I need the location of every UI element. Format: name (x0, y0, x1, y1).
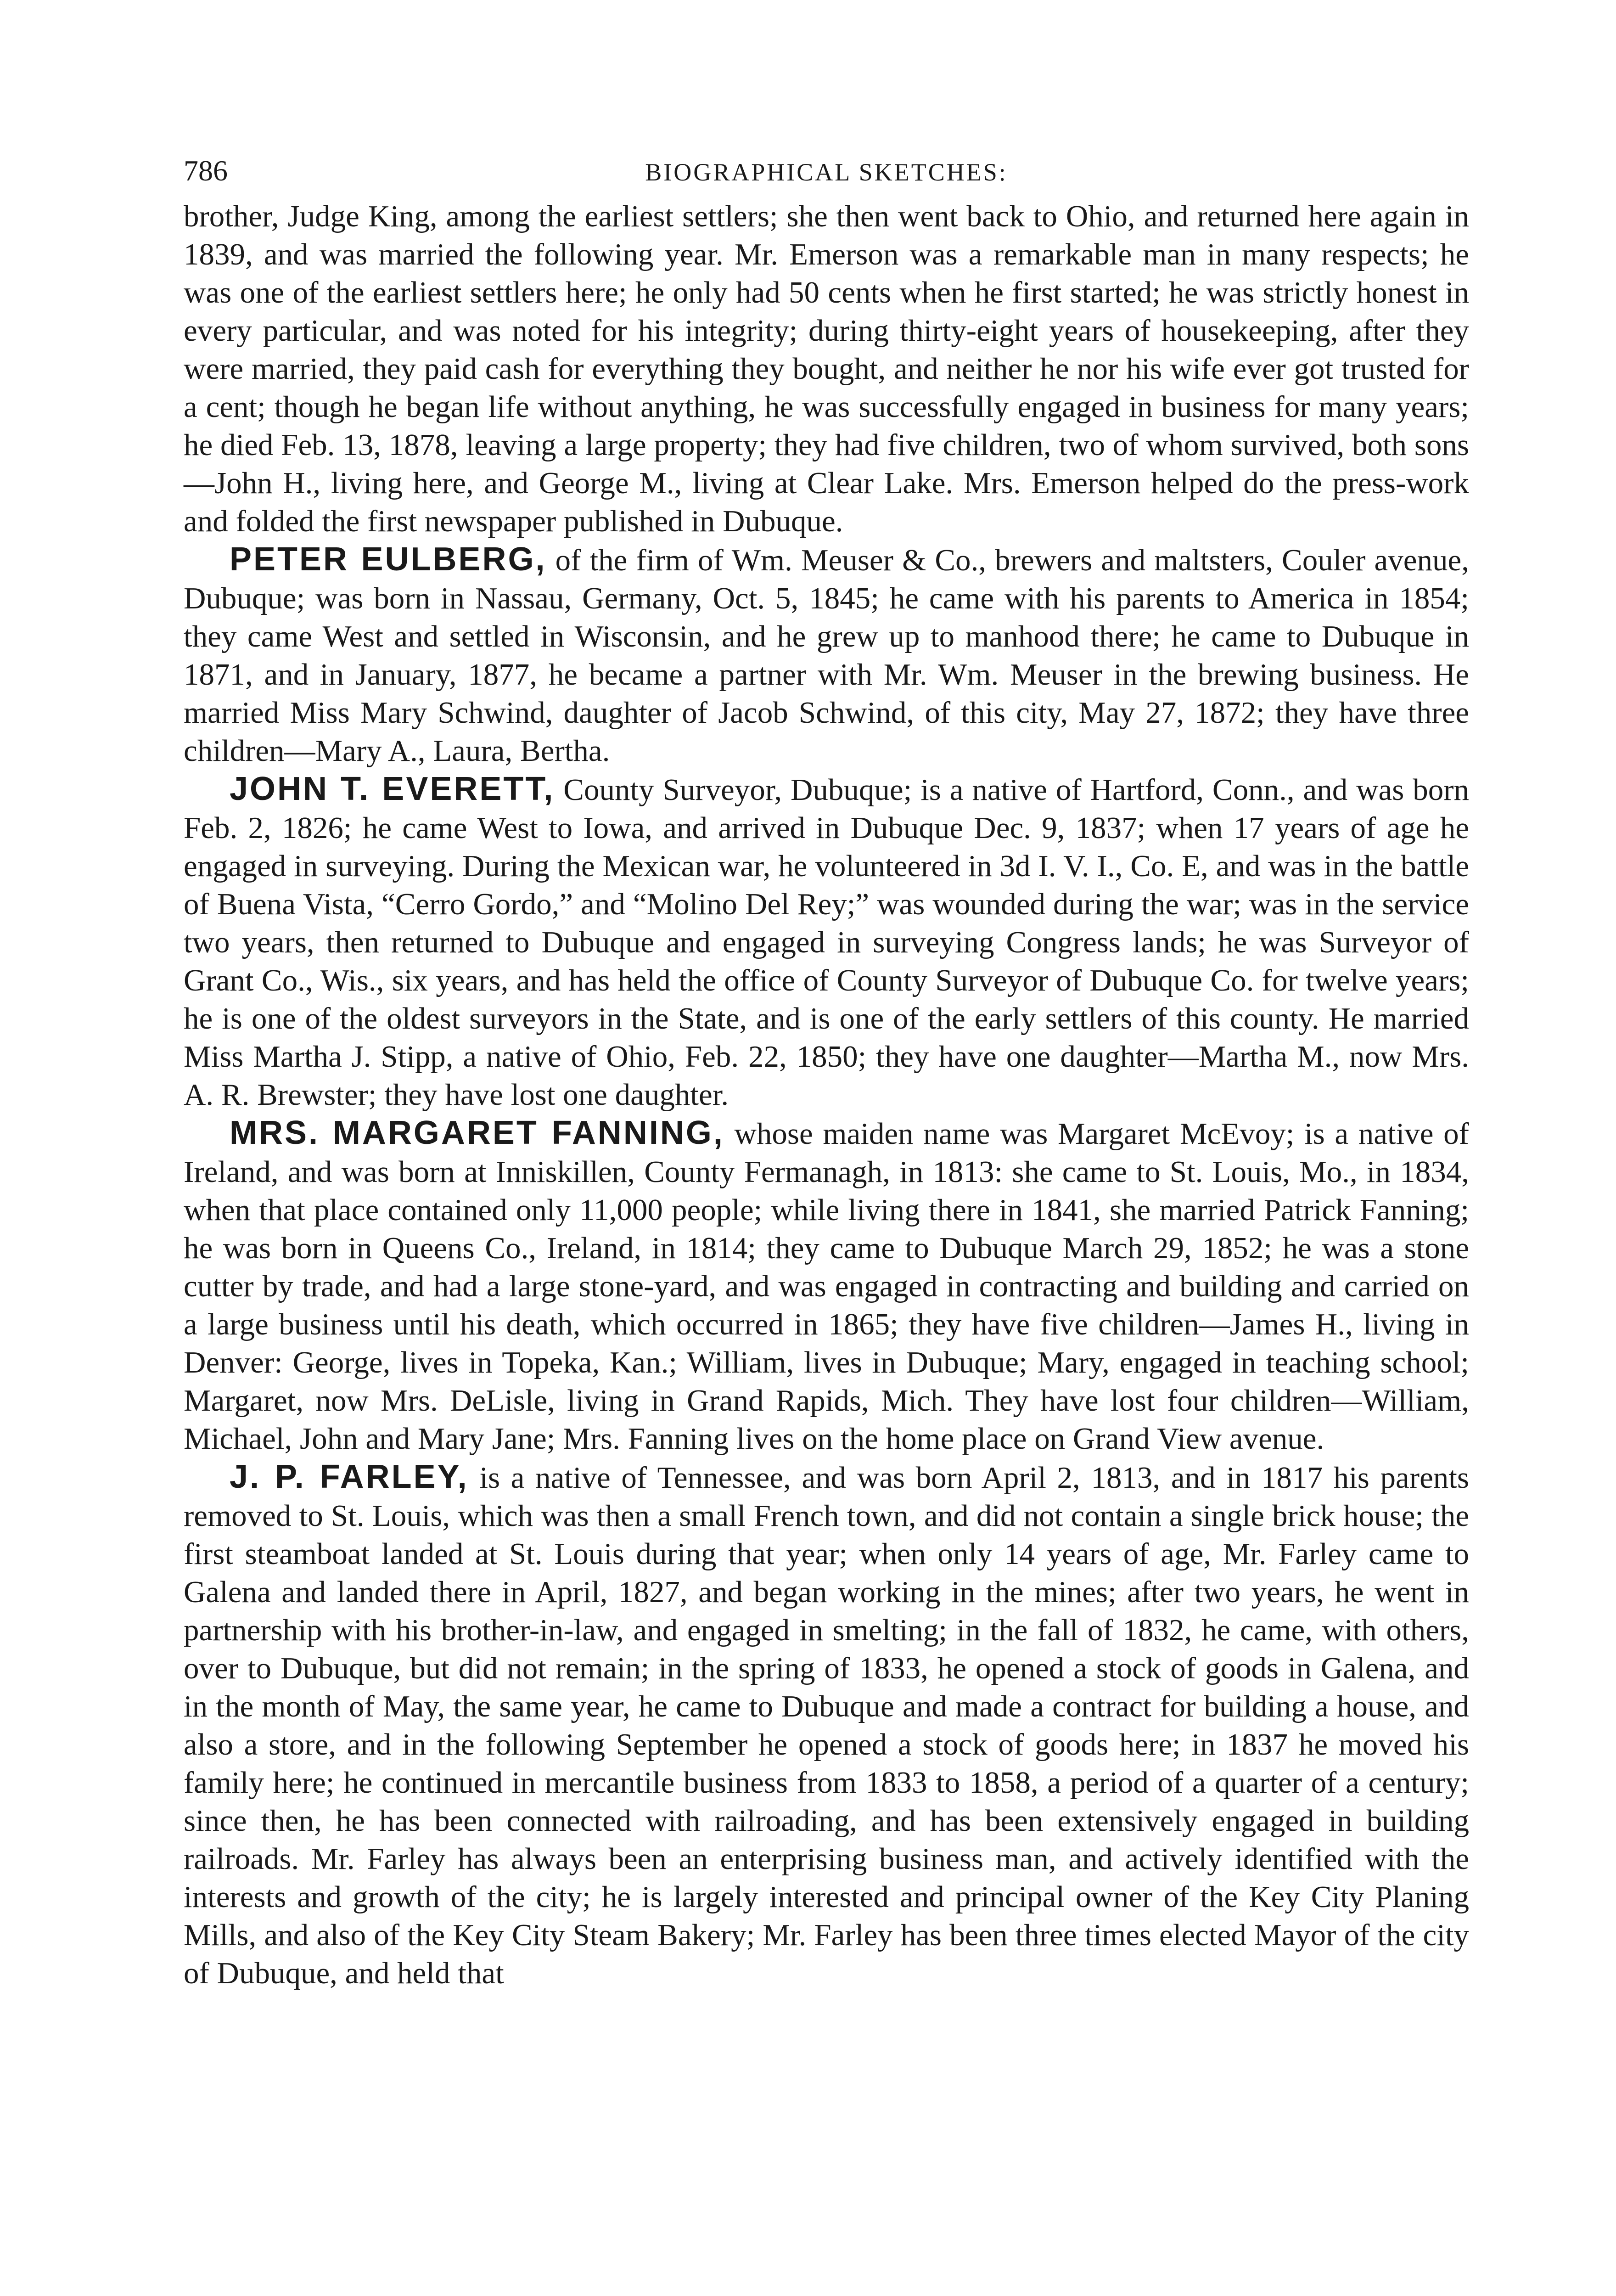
biography-name: JOHN T. EVERETT, (230, 771, 555, 807)
continuation-paragraph: brother, Judge King, among the earliest settlers; she then went back to Ohio, and returned here again in 1839, and was married the following year. Mr. Emerson was a remarkable man in many respects; he was one of the earliest settlers here; he only had 50 cents when he first started; he was strictly honest in every particular, and was noted for his integrity; during thirty-eight years of housekeeping, after they were married, they paid cash for everything they bought, and neither he nor his wife ever got trusted for a cent; though he began life without anything, he was successfully engaged in business for many years; he died Feb. 13, 1878, leaving a large property; they had five children, two of whom survived, both sons—John H., living here, and George M., living at Clear Lake. Mrs. Emerson helped do the press-work and folded the first newspaper published in Dubuque. (184, 199, 1469, 538)
biography-text: County Surveyor, Dubuque; is a native of Hartford, Conn., and was born Feb. 2, 1826; he came West to Iowa, and arrived in Dubuque Dec. 9, 1837; when 17 years of age he engaged in surveying. During the Mexican war, he volunteered in 3d I. V. I., Co. E, and was in the battle of Buena Vista, “Cerro Gordo,” and “Molino Del Rey;” was wounded during the war; was in the service two years, then returned to Dubuque and engaged in surveying Congress lands; he was Surveyor of Grant Co., Wis., six years, and has held the office of County Surveyor of Dubuque Co. for twelve years; he is one of the oldest surveyors in the State, and is one of the early settlers of this county. He married Miss Martha J. Stipp, a native of Ohio, Feb. 22, 1850; they have one daughter—Martha M., now Mrs. A. R. Brewster; they have lost one daughter. (184, 773, 1470, 1112)
biography-text: of the firm of Wm. Meuser & Co., brewers and maltsters, Couler avenue, Dubuque; was born in Nassau, Germany, Oct. 5, 1845; he came with his parents to America in 1854; they came West and settled in Wisconsin, and he grew up to manhood there; he came to Dubuque in 1871, and in January, 1877, he became a partner with Mr. Wm. Meuser in the brewing business. He married Miss Mary Schwind, daughter of Jacob Schwind, of this city, May 27, 1872; they have three children—Mary A., Laura, Bertha. (184, 543, 1469, 768)
page-number: 786 (184, 154, 228, 187)
biography-text: is a native of Tennessee, and was born April 2, 1813, and in 1817 his parents removed to St. Louis, which was then a small French town, and did not contain a single brick house; the first steamboat landed at St. Louis during that year; when only 14 years of age, Mr. Farley came to Galena and landed there in April, 1827, and began working in the mines; after two years, he went in partnership with his brother-in-law, and engaged in smelting; in the fall of 1832, he came, with others, over to Dubuque, but did not remain; in the spring of 1833, he opened a stock of goods in Galena, and in the month of May, the same year, he came to Dubuque and made a contract for building a house, and also a store, and in the following September he opened a stock of goods here; in 1837 he moved his family here; he continued in mercantile business from 1833 to 1858, a period of a quarter of a century; since then, he has been connected with railroading, and has been extensively engaged in building railroads. Mr. Farley has always been an enterprising business man, and actively identified with the interests and growth of the city; he is largely interested and principal owner of the Key City Planing Mills, and also of the Key City Steam Bakery; Mr. Farley has been three times elected Mayor of the city of Dubuque, and held that (184, 1461, 1469, 1990)
biography-name: MRS. MARGARET FANNING, (230, 1114, 724, 1151)
biography-name: J. P. FARLEY, (230, 1458, 469, 1495)
biography-name: PETER EULBERG, (230, 541, 547, 578)
biography-entry-john-t-everett (184, 770, 1469, 1114)
page-header (184, 138, 1469, 197)
biography-text: whose maiden name was Margaret McEvoy; is a native of Ireland, and was born at Inniskillen, County Fermanagh, in 1813: she came to St. Louis, Mo., in 1834, when that place contained only 11,000 people; while living there in 1841, she married Patrick Fanning; he was born in Queens Co., Ireland, in 1814; they came to Dubuque March 29, 1852; he was a stone cutter by trade, and had a large stone-yard, and was engaged in contracting and building and carried on a large business until his death, which occurred in 1865; they have five children—James H., living in Denver: George, lives in Topeka, Kan.; William, lives in Dubuque; Mary, engaged in teaching school; Margaret, now Mrs. DeLisle, living in Grand Rapids, Mich. They have lost four children—William, Michael, John and Mary Jane; Mrs. Fanning lives on the home place on Grand View avenue. (184, 1117, 1469, 1456)
biography-entry-margaret-fanning (184, 1114, 1469, 1458)
biography-entry-peter-eulberg (184, 540, 1469, 770)
biography-entry-j-p-farley (184, 1458, 1469, 1992)
body-text (184, 197, 1469, 1992)
document-page (184, 138, 1469, 1992)
running-head: BIOGRAPHICAL SKETCHES: (645, 158, 1008, 186)
